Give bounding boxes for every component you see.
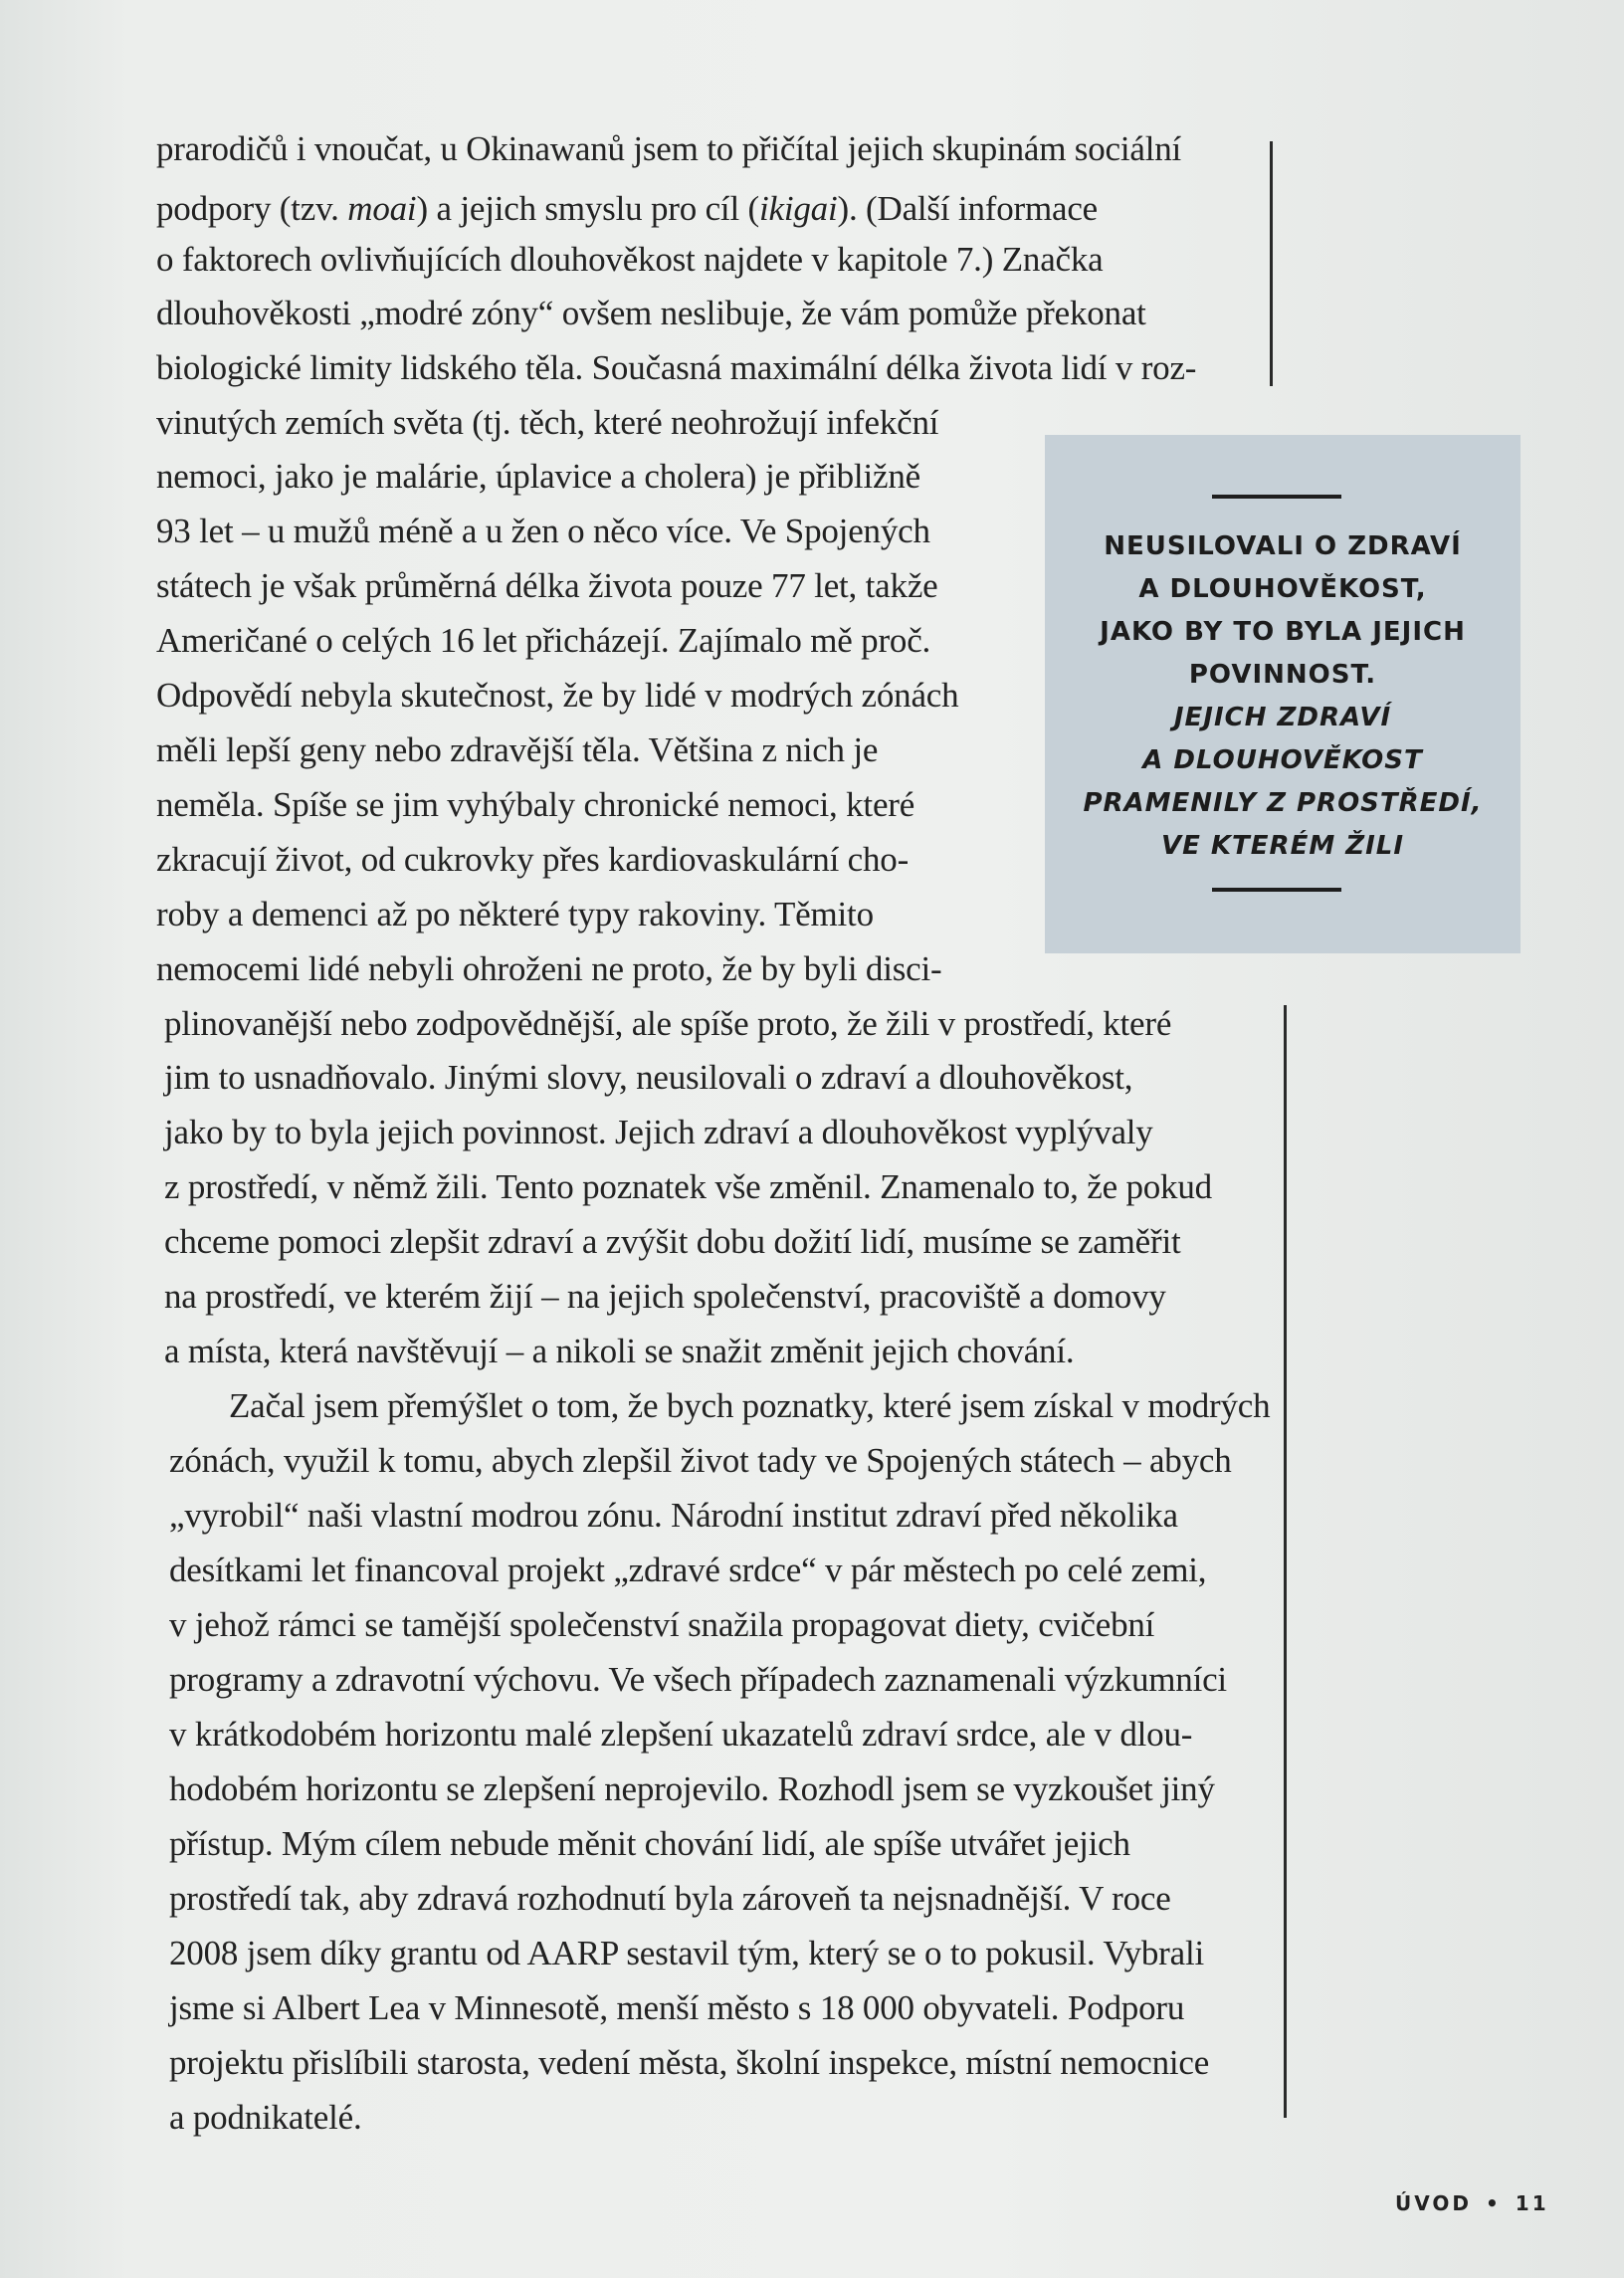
pull-quote-line: JAKO BY TO BYLA JEJICH xyxy=(1100,617,1466,647)
paragraph-first-line: Začal jsem přemýšlet o tom, že bych poznatky, které jsem získal v modrých xyxy=(229,1386,1271,1425)
pull-quote-bottom-rule xyxy=(1212,888,1341,892)
body-line: 2008 jsem díky grantu od AARP sestavil tým, který se o to pokusil. Vybrali xyxy=(169,1934,1205,1972)
body-line: o faktorech ovlivňujících dlouhověkost najdete v kapitole 7.) Značka xyxy=(156,240,1104,279)
body-line: měli lepší geny nebo zdravější těla. Většina z nich je xyxy=(156,730,879,769)
margin-rule-bottom xyxy=(1284,1005,1287,2118)
body-line: prostředí tak, aby zdravá rozhodnutí byla zároveň ta nejsnadnější. V roce xyxy=(169,1879,1171,1918)
pull-quote-line: A DLOUHOVĚKOST, xyxy=(1138,574,1427,604)
body-line: programy a zdravotní výchovu. Ve všech případech zaznamenali výzkumníci xyxy=(169,1660,1227,1699)
pull-quote-top-rule xyxy=(1212,495,1341,499)
page-footer xyxy=(1395,2191,1549,2215)
body-line: jsme si Albert Lea v Minnesotě, menší město s 18 000 obyvateli. Podporu xyxy=(169,1988,1185,2027)
body-line: v krátkodobém horizontu malé zlepšení ukazatelů zdraví srdce, ale v dlou- xyxy=(169,1715,1193,1754)
body-line: hodobém horizontu se zlepšení neprojevilo. Rozhodl jsem se vyzkoušet jiný xyxy=(169,1769,1215,1808)
body-line: prarodičů i vnoučat, u Okinawanů jsem to přičítal jejich skupinám sociální xyxy=(156,129,1182,168)
text-run: ). (Další informace xyxy=(837,189,1098,228)
body-line: dlouhověkosti „modré zóny“ ovšem neslibuje, že vám pomůže překonat xyxy=(156,294,1146,332)
body-line: desítkami let financoval projekt „zdravé srdce“ v pár městech po celé zemi, xyxy=(169,1551,1207,1589)
body-line: neměla. Spíše se jim vyhýbaly chronické nemoci, které xyxy=(156,785,915,824)
body-line: chceme pomoci zlepšit zdraví a zvýšit dobu dožití lidí, musíme se zaměřit xyxy=(164,1222,1181,1261)
body-line: plinovanější nebo zodpovědnější, ale spíše proto, že žili v prostředí, které xyxy=(164,1004,1172,1043)
body-line: Odpovědí nebyla skutečnost, že by lidé v modrých zónách xyxy=(156,676,959,715)
body-line: z prostředí, v němž žili. Tento poznatek vše změnil. Znamenalo to, že pokud xyxy=(164,1167,1212,1206)
body-line: zónách, využil k tomu, abych zlepšil život tady ve Spojených státech – abych xyxy=(169,1441,1232,1480)
body-line: roby a demenci až po některé typy rakoviny. Těmito xyxy=(156,895,874,933)
body-line: přístup. Mým cílem nebude měnit chování lidí, ale spíše utvářet jejich xyxy=(169,1824,1130,1863)
body-line: nemoci, jako je malárie, úplavice a cholera) je přibližně xyxy=(156,457,920,496)
pull-quote-line: POVINNOST. xyxy=(1188,660,1377,690)
body-line: a podnikatelé. xyxy=(169,2098,362,2137)
pull-quote-box xyxy=(1045,435,1521,953)
margin-rule-top xyxy=(1270,141,1273,386)
italic-term-ikigai: ikigai xyxy=(758,189,838,228)
body-line: a místa, která navštěvují – a nikoli se snažit změnit jejich chování. xyxy=(164,1332,1075,1370)
body-line: v jehož rámci se tamější společenství snažila propagovat diety, cvičební xyxy=(169,1605,1155,1644)
section-label: ÚVOD xyxy=(1395,2191,1472,2215)
footer-separator: • xyxy=(1485,2191,1502,2215)
pull-quote-line-italic: VE KTERÉM ŽILI xyxy=(1160,831,1405,861)
body-line: projektu přislíbili starosta, vedení města, školní inspekce, místní nemocnice xyxy=(169,2043,1210,2082)
body-line: zkracují život, od cukrovky přes kardiovaskulární cho- xyxy=(156,840,910,879)
body-line: jako by to byla jejich povinnost. Jejich zdraví a dlouhověkost vyplývaly xyxy=(164,1113,1153,1151)
body-line-with-italics xyxy=(156,189,1098,229)
pull-quote-line-italic: PRAMENILY Z PROSTŘEDÍ, xyxy=(1083,788,1483,818)
italic-term-moai: moai xyxy=(347,189,417,228)
body-line: „vyrobil“ naši vlastní modrou zónu. Národní institut zdraví před několika xyxy=(169,1496,1178,1535)
pull-quote-line-italic: JEJICH ZDRAVÍ xyxy=(1173,703,1392,732)
pull-quote-line: NEUSILOVALI O ZDRAVÍ xyxy=(1104,531,1462,561)
body-line: na prostředí, ve kterém žijí – na jejich společenství, pracoviště a domovy xyxy=(164,1277,1166,1316)
body-line: biologické limity lidského těla. Současná maximální délka života lidí v roz- xyxy=(156,348,1197,387)
text-run: podpory (tzv. xyxy=(156,189,348,228)
body-line: nemocemi lidé nebyli ohroženi ne proto, že by byli disci- xyxy=(156,949,942,988)
body-line: státech je však průměrná délka života pouze 77 let, takže xyxy=(156,566,938,605)
page-number: 11 xyxy=(1515,2191,1549,2215)
pull-quote-line-italic: A DLOUHOVĚKOST xyxy=(1142,745,1423,775)
text-run: ) a jejich smyslu pro cíl ( xyxy=(416,189,759,228)
body-line: jim to usnadňovalo. Jinými slovy, neusilovali o zdraví a dlouhověkost, xyxy=(164,1058,1133,1097)
body-line: vinutých zemích světa (tj. těch, které neohrožují infekční xyxy=(156,403,939,442)
body-line: Američané o celých 16 let přicházejí. Zajímalo mě proč. xyxy=(156,621,931,660)
body-line: 93 let – u mužů méně a u žen o něco více. Ve Spojených xyxy=(156,512,930,550)
